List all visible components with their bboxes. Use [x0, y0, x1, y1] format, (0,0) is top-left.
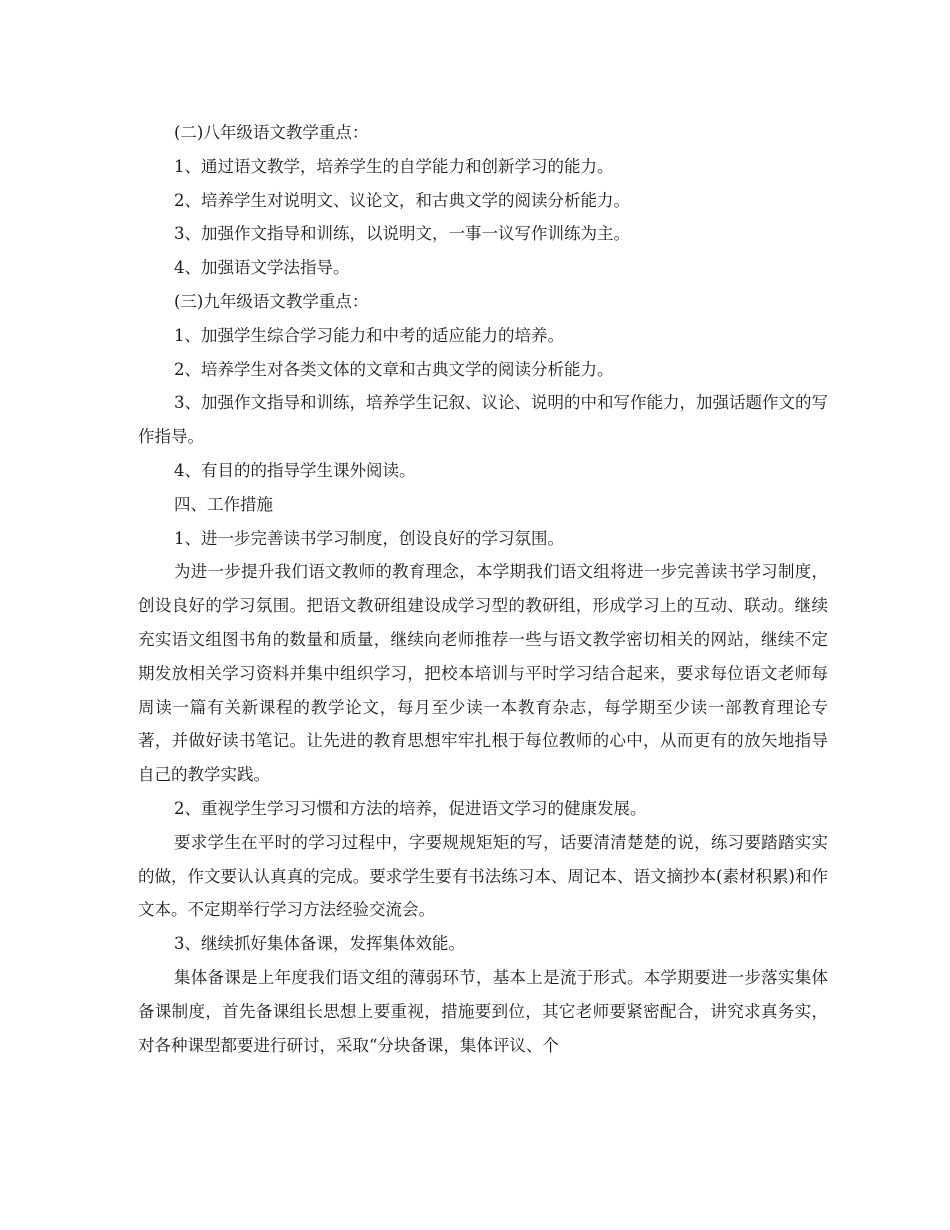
list-item: 4、加强语文学法指导。: [174, 258, 350, 278]
list-item: 1、通过语文教学，培养学生的自学能力和创新学习的能力。: [174, 156, 614, 176]
list-item: 3、加强作文指导和训练，以说明文，一事一议写作训练为主。: [174, 224, 630, 244]
list-item: 2、培养学生对各类文体的文章和古典文学的阅读分析能力。: [174, 359, 614, 379]
heading-grade8: (二)八年级语文教学重点：: [174, 123, 369, 142]
body-paragraph: 集体备课是上年度我们语文组的薄弱环节，基本上是流于形式。本学期要进一步落实集体备课制度，首先备课组长思想上要重视，措施要到位，其它老师要紧密配合，讲究求真务实，对各种课型都要进行研讨，采取“分块备课，集体评议、个: [138, 967, 828, 1055]
list-item: 1、加强学生综合学习能力和中考的适应能力的培养。: [174, 325, 564, 345]
list-item: 3、继续抓好集体备课，发挥集体效能。: [174, 934, 465, 954]
section-heading-measures: 四、工作措施: [174, 494, 273, 514]
document-body: [138, 116, 828, 1062]
body-paragraph: 要求学生在平时的学习过程中，字要规规矩矩的写，话要清清楚楚的说，练习要踏踏实实的做，作文要认认真真的完成。要求学生要有书法练习本、周记本、语文摘抄本(素材积累)和作文本。不定期举行学习方法经验交流会。: [138, 832, 828, 920]
list-item: 2、重视学生学习习惯和方法的培养，促进语文学习的健康发展。: [174, 798, 647, 818]
heading-grade9: (三)九年级语文教学重点：: [174, 291, 369, 311]
list-item: 1、进一步完善读书学习制度，创设良好的学习氛围。: [174, 528, 564, 548]
list-item: 4、有目的的指导学生课外阅读。: [174, 460, 416, 480]
list-item: 2、培养学生对说明文、议论文，和古典文学的阅读分析能力。: [174, 190, 630, 210]
list-item: 3、加强作文指导和训练，培养学生记叙、议论、说明的中和写作能力，加强话题作文的写作指导。: [138, 393, 828, 447]
body-paragraph: 为进一步提升我们语文教师的教育理念，本学期我们语文组将进一步完善读书学习制度，创设良好的学习氛围。把语文教研组建设成学习型的教研组，形成学习上的互动、联动。继续充实语文组图书角的数量和质量，继续向老师推荐一些与语文教学密切相关的网站，继续不定期发放相关学习资料并集中组织学习，把校本培训与平时学习结合起来，要求每位语文老师每周读一篇有关新课程的教学论文，每月至少读一本教育杂志，每学期至少读一部教育理论专著，并做好读书笔记。让先进的教育思想牢牢扎根于每位教师的心中，从而更有的放矢地指导自己的教学实践。: [138, 562, 828, 785]
